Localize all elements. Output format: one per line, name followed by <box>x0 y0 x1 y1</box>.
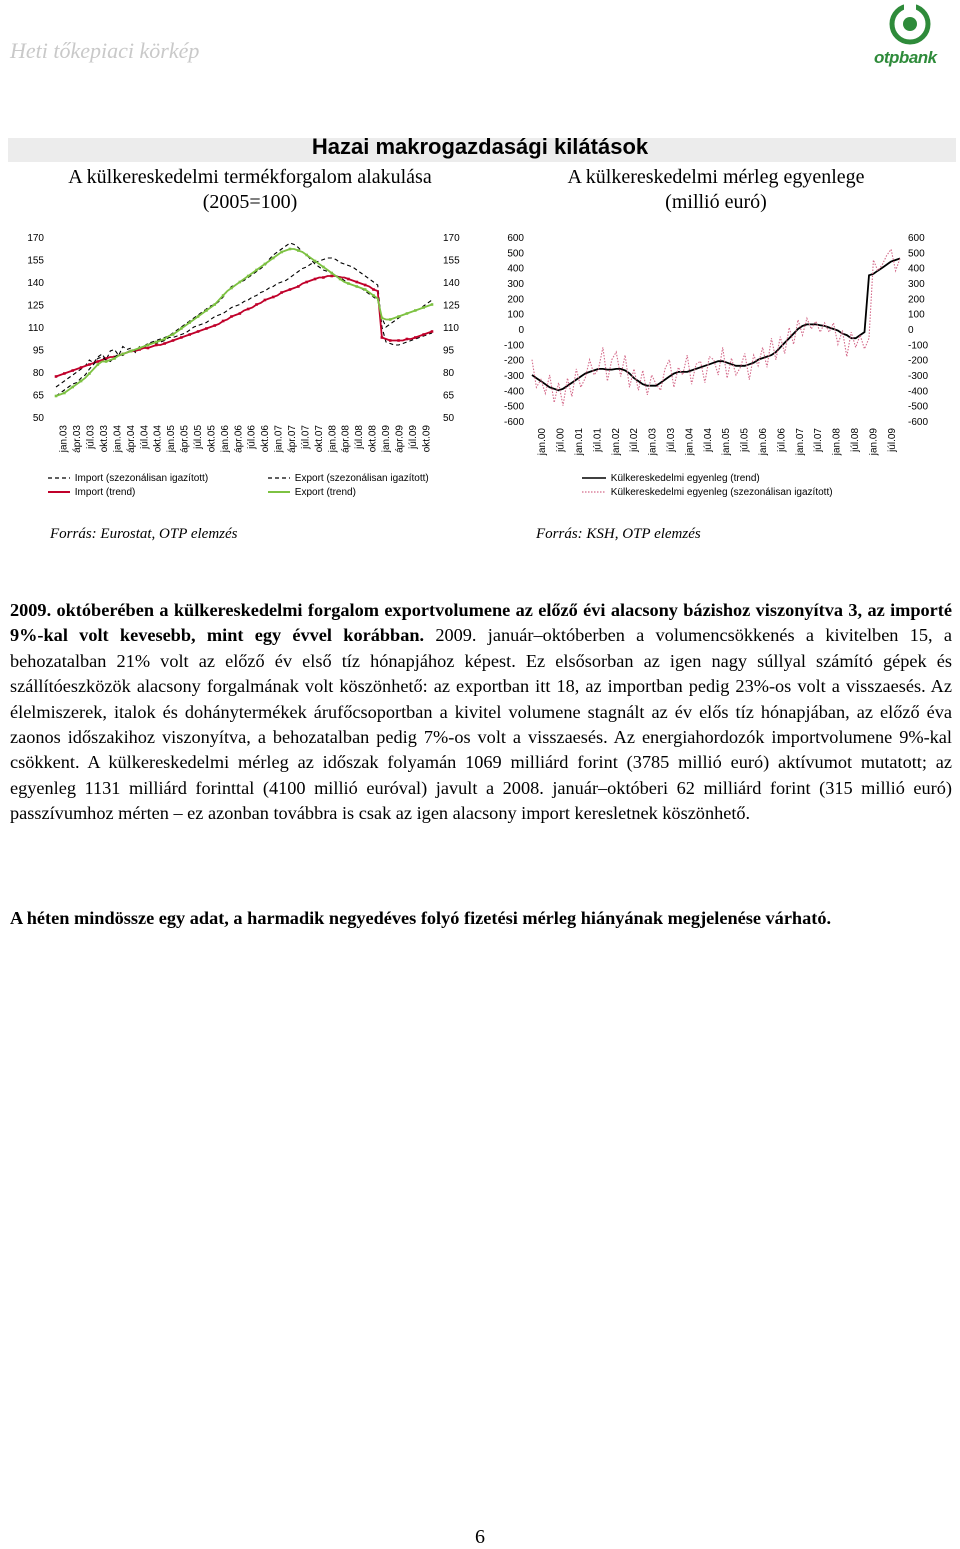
left-chart-series-1-point <box>172 339 175 342</box>
left-chart-series-3-point <box>230 287 233 290</box>
left-chart-series-3-point <box>372 294 375 297</box>
right-chart-ytick-right: 100 <box>908 309 925 321</box>
left-chart-xtick-label: okt.09 <box>421 425 433 453</box>
right-chart-title <box>482 165 950 215</box>
left-chart-series-3-point <box>431 303 434 306</box>
legend-import-sa <box>48 473 208 484</box>
left-chart-series-3-point <box>122 353 125 356</box>
left-chart-series-1-point <box>155 344 158 347</box>
legend-export-sa-label: Export (szezonálisan igazított) <box>294 473 429 484</box>
right-chart-ytick-right: 500 <box>908 248 925 260</box>
left-chart-series-3-point <box>213 303 216 306</box>
left-chart-xtick-label: okt.04 <box>152 425 164 453</box>
left-chart-series-3-point <box>264 263 267 266</box>
page-number: 6 <box>475 1526 485 1548</box>
right-chart-ytick-right: -600 <box>908 417 929 428</box>
left-chart-series-3-point <box>197 315 200 318</box>
right-chart-xtick-label: jan.09 <box>868 428 880 456</box>
left-chart-series-3-point <box>272 257 275 260</box>
left-chart-ytick-left: 155 <box>27 255 44 267</box>
left-chart-series-2-line <box>56 243 432 396</box>
left-chart-ytick-left: 125 <box>27 300 44 312</box>
left-chart-source: Forrás: Eurostat, OTP elemzés <box>50 526 238 542</box>
right-chart-ytick-right: -500 <box>908 401 929 413</box>
left-chart-series-3-point <box>406 312 409 315</box>
left-chart-series-3-point <box>422 306 425 309</box>
left-chart-series-3-point <box>205 309 208 312</box>
left-chart-xtick-label: jan.06 <box>219 425 231 453</box>
legend-export-trend-label: Export (trend) <box>294 487 356 498</box>
left-chart-series-3-point <box>305 254 308 257</box>
right-chart-source: Forrás: KSH, OTP elemzés <box>536 526 701 542</box>
legend-import-trend <box>48 487 135 498</box>
left-chart-xtick-label: okt.06 <box>260 425 272 453</box>
left-chart-series-3-point <box>88 372 91 375</box>
right-chart-xtick-label: jan.08 <box>831 428 843 456</box>
left-chart-series-3-point <box>63 392 66 395</box>
left-chart-xtick-label: júl.04 <box>139 425 151 449</box>
left-chart-series-1-point <box>163 342 166 345</box>
left-chart-xtick-label: jan.08 <box>327 425 339 453</box>
left-chart-series-3-point <box>105 360 108 363</box>
legend-export-sa-swatch <box>268 473 292 483</box>
left-chart-ytick-left: 65 <box>32 390 44 402</box>
legend-import-sa-swatch <box>48 473 72 483</box>
left-chart-xtick-label: okt.03 <box>99 425 110 453</box>
left-chart-series-1-point <box>88 363 91 366</box>
paragraph-1-lead: 2009. októberében a külkereskedelmi forgalom exportvolumene az előző évi alacsony bázishoz viszonyítva 3, az importé 9%-kal volt kevesebb, mint egy évvel korábban. <box>10 600 952 646</box>
left-chart-series-1-point <box>347 278 350 281</box>
right-chart-ytick-right: 600 <box>908 233 925 244</box>
right-chart-xtick-label: jan.00 <box>537 428 549 456</box>
left-chart-series-1-point <box>406 338 409 341</box>
right-chart-xtick-label: júl.05 <box>739 428 751 452</box>
left-chart-series-1-point <box>71 369 74 372</box>
left-chart-xtick-label: jan.07 <box>273 425 285 453</box>
left-chart-series-3-point <box>247 275 250 278</box>
left-chart-ytick-right: 50 <box>443 413 455 424</box>
right-chart-xtick-label: jan.01 <box>574 428 585 456</box>
left-chart-ytick-left: 170 <box>27 233 44 244</box>
legend-import-trend-swatch <box>48 487 72 497</box>
left-chart-ytick-right: 95 <box>443 345 455 357</box>
left-chart-xtick-label: júl.09 <box>407 425 419 449</box>
left-chart-series-3-point <box>414 309 417 312</box>
legend-balance-sa-label: Külkereskedelmi egyenleg (szezonálisan igazított) <box>610 487 833 498</box>
right-chart-xtick-label: júl.00 <box>555 428 567 452</box>
left-chart-series-1-point <box>414 336 417 339</box>
right-chart-ytick-left: -200 <box>503 355 524 367</box>
left-chart-series-1-point <box>364 284 367 287</box>
left-chart-xtick-label: jan.05 <box>166 425 178 453</box>
right-chart-ytick-left: 500 <box>507 248 524 260</box>
left-chart-series-1-point <box>314 278 317 281</box>
left-chart-series-1-point <box>272 296 275 299</box>
right-chart-ytick-right: -200 <box>908 355 929 367</box>
left-chart-series-3-line <box>56 249 432 396</box>
left-chart-xtick-label: ápr.09 <box>394 425 406 453</box>
left-chart-series-3-point <box>239 281 242 284</box>
right-chart-ytick-right: -300 <box>908 371 929 382</box>
left-chart-xtick-label: ápr.07 <box>287 425 298 453</box>
left-chart-series-1-point <box>389 339 392 342</box>
left-chart-series-0-line <box>56 258 432 387</box>
left-chart-series-1-point <box>280 291 283 294</box>
left-chart-series-1-point <box>247 308 250 311</box>
left-chart-series-1-point <box>147 347 150 350</box>
right-chart-xtick-label: júl.08 <box>850 428 861 452</box>
right-chart-xtick-label: júl.09 <box>886 428 898 452</box>
right-chart-ytick-right: 300 <box>908 279 925 290</box>
left-chart-series-1-point <box>322 276 325 279</box>
right-chart-ytick-left: -300 <box>503 371 524 382</box>
legend-balance-sa-swatch <box>582 487 608 497</box>
left-chart-series-1-point <box>422 333 425 336</box>
left-chart-xtick-label: okt.05 <box>206 425 218 453</box>
left-chart-series-1-point <box>297 285 300 288</box>
right-chart-xtick-label: jan.07 <box>794 428 806 456</box>
left-chart-ytick-left: 95 <box>32 345 44 357</box>
left-chart-xtick-label: ápr.08 <box>340 425 352 453</box>
left-chart-series-3-point <box>113 357 116 360</box>
legend-balance-trend-swatch <box>582 473 608 483</box>
right-chart-title-line1: A külkereskedelmi mérleg egyenlege <box>567 166 865 188</box>
left-chart-series-3-point <box>80 380 83 383</box>
right-chart-ytick-right: 200 <box>908 294 925 306</box>
right-chart-xtick-label: júl.01 <box>592 428 604 452</box>
left-chart-series-1-point <box>330 275 333 278</box>
paragraph-1 <box>10 598 952 827</box>
right-chart-xtick-label: jan.02 <box>610 428 622 456</box>
left-chart-series-1-point <box>180 336 183 339</box>
right-chart-series-1-line <box>532 249 900 405</box>
left-chart-series-3-point <box>389 318 392 321</box>
left-chart-xtick-label: júl.03 <box>85 425 97 449</box>
left-chart-series-3-point <box>55 395 58 398</box>
paragraph-1-rest: 2009. január–októberben a volumencsökkenés a kivitelben 15, a behozatalban 21% volt az előző év első tíz hónapjához képest. Ez elsősorban az igen nagy súllyal számító gépek és szállítóeszközök alacsony forgalmának volt köszönhető: az exportban itt 18, az importban pedig 23%-os volt a visszaesés. Az élelmiszerek, italok és dohánytermékek árufőcsoportban a kivitel volumene stagnált az év elős tíz hónapjában, az előző éva zaonos időszakihoz viszonyítva, a behozatalban pedig 7%-os volt a visszaesés. Az energiahordozók importvolumene 9%-kal csökkent. A külkereskedelmi mérleg az időszak folyamán 1069 milliárd forint (3785 millió euró) aktívumot mutatott; az egyenleg 1131 milliárd forinttal (4100 millió euróval) javult a 2008. január–októberi 62 milliárd forint (315 millió euró) passzívumhoz mérten – ez azonban továbbra is csak az igen alacsony import keresletnek köszönhető. <box>10 625 952 824</box>
left-chart-series-3-point <box>138 347 141 350</box>
left-chart-ytick-left: 110 <box>28 323 44 334</box>
left-chart-series-1-point <box>239 312 242 315</box>
right-chart-ytick-left: 200 <box>507 294 524 306</box>
left-chart-series-1-point <box>96 360 99 363</box>
right-chart-ytick-left: 300 <box>507 279 524 290</box>
left-chart-series-1-point <box>289 288 292 291</box>
left-chart-series-3-point <box>155 341 158 344</box>
right-chart-ytick-right: 400 <box>908 263 925 275</box>
trade-balance-chart <box>480 225 960 475</box>
legend-balance-sa <box>582 487 833 498</box>
left-chart-series-3-point <box>322 266 325 269</box>
trade-volume-chart <box>0 225 480 475</box>
header-title: Heti tőkepiaci körkép <box>10 38 200 63</box>
right-chart-title-line2: (millió euró) <box>665 191 767 213</box>
left-chart-series-3-point <box>347 282 350 285</box>
right-chart-ytick-left: -100 <box>503 340 524 352</box>
left-chart-series-3-point <box>188 321 191 324</box>
left-chart-series-3-point <box>255 269 258 272</box>
logo-text: otpbank <box>874 48 937 67</box>
left-chart-ytick-right: 65 <box>443 390 455 402</box>
left-chart-series-3-point <box>222 294 225 297</box>
left-chart-series-1-point <box>264 299 267 302</box>
legend-balance-trend <box>582 473 760 484</box>
right-chart-series-0-line <box>532 259 900 391</box>
left-chart-series-1-point <box>205 327 208 330</box>
left-chart-xtick-label: júl.08 <box>354 425 366 449</box>
left-chart-series-3-point <box>356 285 359 288</box>
left-chart-ytick-left: 140 <box>27 278 44 289</box>
right-chart-xtick-label: júl.02 <box>629 428 641 452</box>
left-chart-series-3-point <box>172 333 175 336</box>
left-chart-series-3-point <box>163 338 166 341</box>
left-chart-series-3-point <box>297 249 300 252</box>
paragraph-2: A héten mindössze egy adat, a harmadik negyedéves folyó fizetési mérleg hiányának megjelenése várható. <box>10 908 832 928</box>
right-chart-ytick-left: 0 <box>518 325 524 336</box>
left-chart-ytick-right: 110 <box>443 323 459 334</box>
left-chart-xtick-label: jan.03 <box>58 425 70 453</box>
legend-balance-trend-label: Külkereskedelmi egyenleg (trend) <box>610 473 760 484</box>
legend-import-sa-label: Import (szezonálisan igazított) <box>74 473 209 484</box>
left-chart-series-3-point <box>364 288 367 291</box>
right-chart-ytick-left: 400 <box>507 263 524 275</box>
right-chart-ytick-left: -600 <box>503 417 524 428</box>
right-chart-ytick-left: -500 <box>503 401 524 413</box>
left-chart-series-3-point <box>330 272 333 275</box>
left-chart-series-1-point <box>213 324 216 327</box>
left-chart-series-3-point <box>339 278 342 281</box>
legend-import-trend-label: Import (trend) <box>74 487 136 498</box>
left-chart-xtick-label: júl.06 <box>246 425 258 449</box>
legend-export-trend-swatch <box>268 487 292 497</box>
right-chart-xtick-label: júl.03 <box>666 428 677 452</box>
legend-export-sa <box>268 473 429 484</box>
left-chart-ytick-right: 125 <box>443 300 460 312</box>
left-chart-series-1-point <box>381 336 384 339</box>
left-chart-series-3-point <box>96 363 99 366</box>
left-chart-series-3-point <box>280 251 283 254</box>
left-chart-title-line1: A külkereskedelmi termékforgalom alakulása <box>68 166 432 188</box>
right-chart-xtick-label: jan.05 <box>721 428 733 456</box>
left-chart-series-1-point <box>255 303 258 306</box>
left-chart-ytick-right: 80 <box>443 368 455 379</box>
right-chart-xtick-label: jan.06 <box>758 428 769 456</box>
left-chart-series-3-point <box>130 350 133 353</box>
right-chart-xtick-label: jan.03 <box>647 428 659 456</box>
left-chart-xtick-label: okt.07 <box>313 425 325 453</box>
right-chart-xtick-label: júl.07 <box>813 428 825 452</box>
left-chart-series-1-point <box>55 375 58 378</box>
right-chart-xtick-label: júl.06 <box>776 428 788 452</box>
left-chart-series-3-point <box>381 317 384 320</box>
left-chart-series-3-point <box>180 327 183 330</box>
left-chart-series-3-point <box>147 344 150 347</box>
left-chart-xtick-label: jan.09 <box>381 425 392 453</box>
left-chart-ytick-right: 170 <box>443 233 460 244</box>
legend-export-trend <box>268 487 356 498</box>
left-chart-series-1-point <box>356 281 359 284</box>
left-chart-series-1-point <box>397 339 400 342</box>
left-chart-xtick-label: okt.08 <box>367 425 379 453</box>
left-chart-series-3-point <box>71 386 74 389</box>
left-chart-ytick-left: 50 <box>32 413 44 424</box>
left-chart-series-1-point <box>372 288 375 291</box>
right-chart-ytick-right: -100 <box>908 340 929 352</box>
left-chart-xtick-label: ápr.03 <box>72 425 84 453</box>
left-chart-series-3-point <box>397 315 400 318</box>
left-chart-xtick-label: júl.07 <box>300 425 312 449</box>
left-chart-series-1-point <box>305 281 308 284</box>
left-chart-ytick-right: 155 <box>443 255 460 267</box>
left-chart-series-1-point <box>80 366 83 369</box>
left-chart-xtick-label: júl.05 <box>193 425 204 449</box>
right-chart-ytick-left: -400 <box>503 386 524 398</box>
right-chart-ytick-left: 100 <box>507 309 524 321</box>
right-chart-ytick-right: -400 <box>908 386 929 398</box>
left-chart-series-1-point <box>188 333 191 336</box>
left-chart-series-1-point <box>63 372 66 375</box>
right-chart-ytick-left: 600 <box>507 233 524 244</box>
left-chart-xtick-label: ápr.04 <box>125 425 137 453</box>
left-chart-series-1-point <box>230 315 233 318</box>
left-chart-series-3-point <box>314 260 317 263</box>
right-chart-xtick-label: jan.04 <box>684 428 696 456</box>
left-chart-series-3-point <box>289 248 292 251</box>
left-chart-ytick-right: 140 <box>443 278 460 289</box>
left-chart-series-1-point <box>197 330 200 333</box>
left-chart-title-line2: (2005=100) <box>202 191 298 213</box>
right-chart-xtick-label: júl.04 <box>702 428 714 452</box>
left-chart-series-1-line <box>56 276 432 377</box>
left-chart-title <box>10 165 490 215</box>
left-chart-series-1-point <box>222 320 225 323</box>
left-chart-xtick-label: ápr.05 <box>179 425 191 453</box>
left-chart-ytick-left: 80 <box>32 368 44 379</box>
right-chart-ytick-right: 0 <box>908 325 914 336</box>
left-chart-xtick-label: ápr.06 <box>233 425 245 453</box>
section-title: Hazai makrogazdasági kilátások <box>311 134 649 159</box>
left-chart-series-1-point <box>431 330 434 333</box>
left-chart-xtick-label: jan.04 <box>112 425 124 453</box>
